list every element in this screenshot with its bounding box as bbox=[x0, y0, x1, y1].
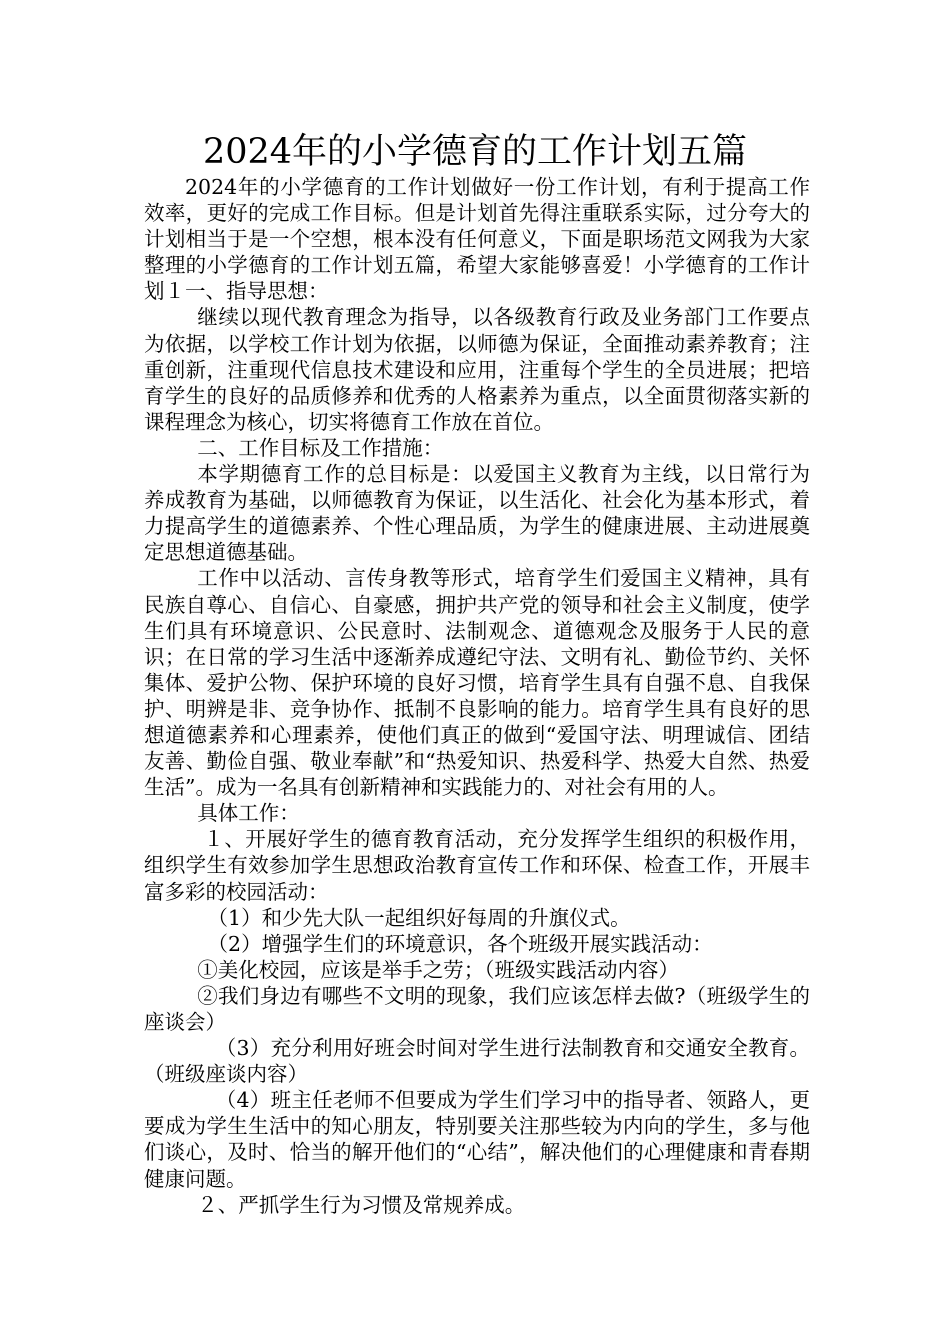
paragraph-work-methods: 工作中以活动、言传身教等形式，培育学生们爱国主义精神，具有民族自尊心、自信心、自豪感，拥护共产党的领导和社会主义制度，使学生们具有环境意识、公民意时、法制观念、道德观念及服务于人民的意识；在日常的学习生活中逐渐养成遵纪守法、文明有礼、勤俭节约、关怀集体、爱护公物、保护环境的良好习惯，培育学生具有自强不息、自我保护、明辨是非、竞争协作、抵制不良影响的能力。培育学生具有良好的思想道德素养和心理素养，使他们真正的做到“爱国守法、明理诚信、团结友善、勤俭自强、敬业奉献”和“热爱知识、热爱科学、热爱大自然、热爱生活”。成为一名具有创新精神和实践能力的、对社会有用的人。 bbox=[144, 566, 810, 800]
paragraph-item-1: １、开展好学生的德育教育活动，充分发挥学生组织的积极作用，组织学生有效参加学生思想政治教育宣传工作和环保、检查工作，开展丰富多彩的校园活动： bbox=[144, 827, 810, 904]
paragraph-heading-specific-work: 具体工作： bbox=[197, 801, 300, 826]
paragraph-circled-1: ①美化校园，应该是举手之劳；（班级实践活动内容） bbox=[197, 957, 680, 982]
paragraph-item-2: ２、严抓学生行为习惯及常规养成。 bbox=[197, 1192, 526, 1217]
paragraph-overall-goal: 本学期德育工作的总目标是：以爱国主义教育为主线，以日常行为养成教育为基础，以师德教育为保证，以生活化、社会化为基本形式，着力提高学生的道德素养、个性心理品质，为学生的健康进展、主动进展奠定思想道德基础。 bbox=[144, 462, 810, 565]
paragraph-circled-2: ②我们身边有哪些不文明的现象，我们应该怎样去做?（班级学生的座谈会） bbox=[144, 983, 810, 1034]
paragraph-intro: 2024年的小学德育的工作计划做好一份工作计划，有利于提高工作效率，更好的完成工作目标。但是计划首先得注重联系实际，过分夸大的计划相当于是一个空想，根本没有任何意义，下面是职场范文网我为大家整理的小学德育的工作计划五篇，希望大家能够喜爱！小学德育的工作计划１一、指导思想： bbox=[144, 175, 810, 304]
paragraph-heading-goals: 二、工作目标及工作措施： bbox=[197, 435, 444, 460]
document-title: 2024年的小学德育的工作计划五篇 bbox=[202, 132, 748, 172]
paragraph-subitem-3: （3）充分利用好班会时间对学生进行法制教育和交通安全教育。（班级座谈内容） bbox=[144, 1036, 810, 1087]
paragraph-subitem-2: （2）增强学生们的环境意识，各个班级开展实践活动： bbox=[207, 931, 713, 956]
paragraph-subitem-4: （4）班主任老师不但要成为学生们学习中的指导者、领路人，更要成为学生生活中的知心朋友，特别要关注那些较为内向的学生，多与他们谈心，及时、恰当的解开他们的“心结”，解决他们的心理健康和青春期健康问题。 bbox=[144, 1088, 810, 1191]
paragraph-subitem-1: （1）和少先大队一起组织好每周的升旗仪式。 bbox=[207, 905, 631, 930]
paragraph-guiding-ideology: 继续以现代教育理念为指导，以各级教育行政及业务部门工作要点为依据，以学校工作计划为依据，以师德为保证，全面推动素养教育；注重创新，注重现代信息技术建设和应用，注重每个学生的全员进展；把培育学生的良好的品质修养和优秀的人格素养为重点，以全面贯彻落实新的课程理念为核心，切实将德育工作放在首位。 bbox=[144, 305, 810, 434]
document-body bbox=[144, 174, 810, 1218]
